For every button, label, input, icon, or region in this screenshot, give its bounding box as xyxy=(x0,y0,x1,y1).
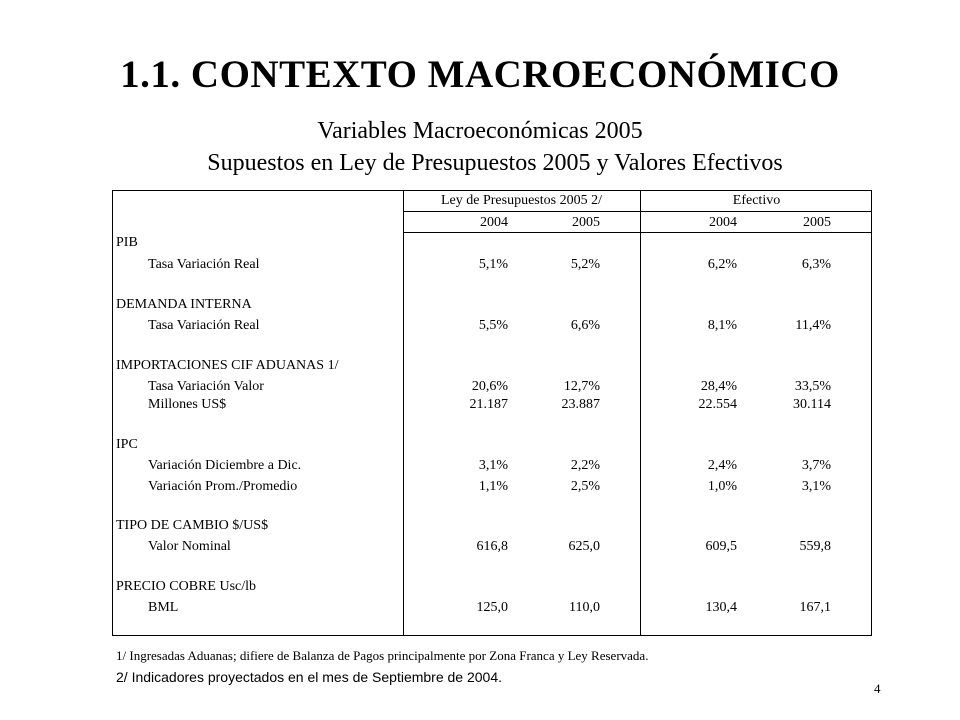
value-cell: 6,3% xyxy=(801,257,831,272)
value-cell: 130,4 xyxy=(705,600,737,615)
value-cell: 3,1% xyxy=(801,479,831,494)
section-label-ipc: IPC xyxy=(116,437,138,452)
row-label: Tasa Variación Valor xyxy=(148,379,264,394)
header-rule-bottom xyxy=(403,232,871,233)
header-year-efectivo-2005: 2005 xyxy=(803,215,831,230)
section-label-importaciones: IMPORTACIONES CIF ADUANAS 1/ xyxy=(116,358,339,373)
value-cell: 5,2% xyxy=(570,257,600,272)
value-cell: 6,6% xyxy=(570,318,600,333)
header-year-ley-2005: 2005 xyxy=(572,215,600,230)
value-cell: 11,4% xyxy=(795,318,831,333)
value-cell: 22.554 xyxy=(698,397,737,412)
value-cell: 167,1 xyxy=(799,600,831,615)
footnote-indicadores: 2/ Indicadores proyectados en el mes de Septiembre de 2004. xyxy=(116,669,503,685)
header-efectivo: Efectivo xyxy=(732,193,781,208)
header-ley-presupuestos: Ley de Presupuestos 2005 2/ xyxy=(441,193,602,208)
row-label: Variación Prom./Promedio xyxy=(148,479,298,494)
row-label: Tasa Variación Real xyxy=(148,318,260,333)
value-cell: 33,5% xyxy=(794,379,831,394)
header-rule-top xyxy=(403,211,871,212)
value-cell: 559,8 xyxy=(799,539,831,554)
value-cell: 8,1% xyxy=(707,318,737,333)
value-cell: 110,0 xyxy=(569,600,600,615)
value-cell: 1,1% xyxy=(478,479,508,494)
footnote-aduanas: 1/ Ingresadas Aduanas; difiere de Balanza de Pagos principalmente por Zona Franca y Ley Reservada. xyxy=(116,648,649,663)
value-cell: 2,2% xyxy=(570,458,600,473)
subtitle-variables: Variables Macroeconómicas 2005 xyxy=(317,118,643,144)
row-label: BML xyxy=(148,600,179,615)
row-label: Variación Diciembre a Dic. xyxy=(148,458,302,473)
value-cell: 30.114 xyxy=(793,397,831,412)
value-cell: 616,8 xyxy=(476,539,508,554)
value-cell: 3,7% xyxy=(801,458,831,473)
value-cell: 625,0 xyxy=(568,539,600,554)
section-label-pib: PIB xyxy=(116,235,138,250)
section-label-precio-cobre: PRECIO COBRE Usc/lb xyxy=(116,579,257,594)
value-cell: 28,4% xyxy=(700,379,737,394)
header-year-ley-2004: 2004 xyxy=(480,215,508,230)
header-year-efectivo-2004: 2004 xyxy=(709,215,737,230)
value-cell: 1,0% xyxy=(707,479,737,494)
value-cell: 23.887 xyxy=(561,397,600,412)
section-label-demanda-interna: DEMANDA INTERNA xyxy=(116,297,252,312)
macro-variables-table xyxy=(112,190,872,636)
page-number: 4 xyxy=(874,681,881,696)
value-cell: 3,1% xyxy=(478,458,508,473)
value-cell: 21.187 xyxy=(469,397,508,412)
value-cell: 609,5 xyxy=(705,539,737,554)
value-cell: 12,7% xyxy=(563,379,600,394)
value-cell: 125,0 xyxy=(476,600,508,615)
row-label: Valor Nominal xyxy=(148,539,231,554)
value-cell: 5,5% xyxy=(478,318,508,333)
page-title: 1.1. CONTEXTO MACROECONÓMICO xyxy=(120,53,840,96)
value-cell: 20,6% xyxy=(471,379,508,394)
value-cell: 5,1% xyxy=(478,257,508,272)
value-cell: 6,2% xyxy=(707,257,737,272)
row-label: Millones US$ xyxy=(148,397,227,412)
row-label: Tasa Variación Real xyxy=(148,257,260,272)
value-cell: 2,4% xyxy=(707,458,737,473)
subtitle-supuestos: Supuestos en Ley de Presupuestos 2005 y Valores Efectivos xyxy=(207,150,783,176)
value-cell: 2,5% xyxy=(570,479,600,494)
section-label-tipo-de-cambio: TIPO DE CAMBIO $/US$ xyxy=(116,518,269,533)
